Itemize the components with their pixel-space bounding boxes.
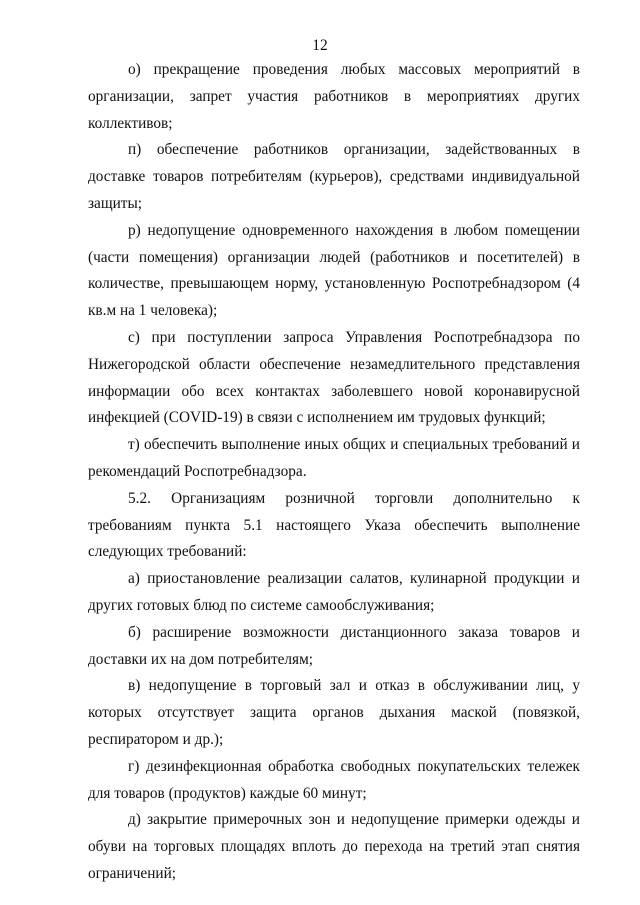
paragraph-p-courier-protection: п) обеспечение работников организации, задействованных в доставке товаров потребителям (курьеров), средствами индивидуальной защиты; [88, 141, 580, 212]
document-body [88, 57, 580, 888]
page-number: 12 [312, 37, 328, 54]
paragraph-5-2-retail-intro: 5.2. Организациям розничной торговли дополнительно к требованиям пункта 5.1 настоящего Указа обеспечить выполнение следующих требований: [88, 489, 580, 561]
paragraph-d-fitting-rooms: д) закрытие примерочных зон и недопущение примерки одежды и обуви на торговых площадях вплоть до перехода на третий этап снятия ограничений; [88, 811, 580, 882]
paragraph-b-remote-orders: б) расширение возможности дистанционного заказа товаров и доставки их на дом потребителям; [88, 623, 580, 668]
paragraph-t-general-requirements: т) обеспечить выполнение иных общих и специальных требований и рекомендаций Роспотребнадзора. [88, 436, 580, 480]
paragraph-a-self-service: а) приостановление реализации салатов, кулинарной продукции и других готовых блюд по системе самообслуживания; [88, 570, 580, 614]
paragraph-s-contact-information: с) при поступлении запроса Управления Роспотребнадзора по Нижегородской области обеспечение незамедлительного представления информации обо всех контактах заболевшего новой коронавирусной инфекцией (COVID-19) в связи с исполнением им трудовых функций; [88, 328, 580, 427]
paragraph-r-occupancy-norm: р) недопущение одновременного нахождения в любом помещении (части помещения) организации людей (работников и посетителей) в количестве, превышающем норму, установленную Роспотребнадзором (4 кв.м на 1 человека); [88, 221, 580, 320]
paragraph-g-cart-disinfection: г) дезинфекционная обработка свободных покупательских тележек для товаров (продуктов) каждые 60 минут; [88, 757, 580, 802]
paragraph-v-masks: в) недопущение в торговый зал и отказ в обслуживании лиц, у которых отсутствует защита органов дыхания маской (повязкой, респиратором и др.); [88, 677, 580, 748]
paragraph-o-mass-events: о) прекращение проведения любых массовых мероприятий в организации, запрет участия работников в мероприятиях других коллективов; [88, 61, 580, 132]
